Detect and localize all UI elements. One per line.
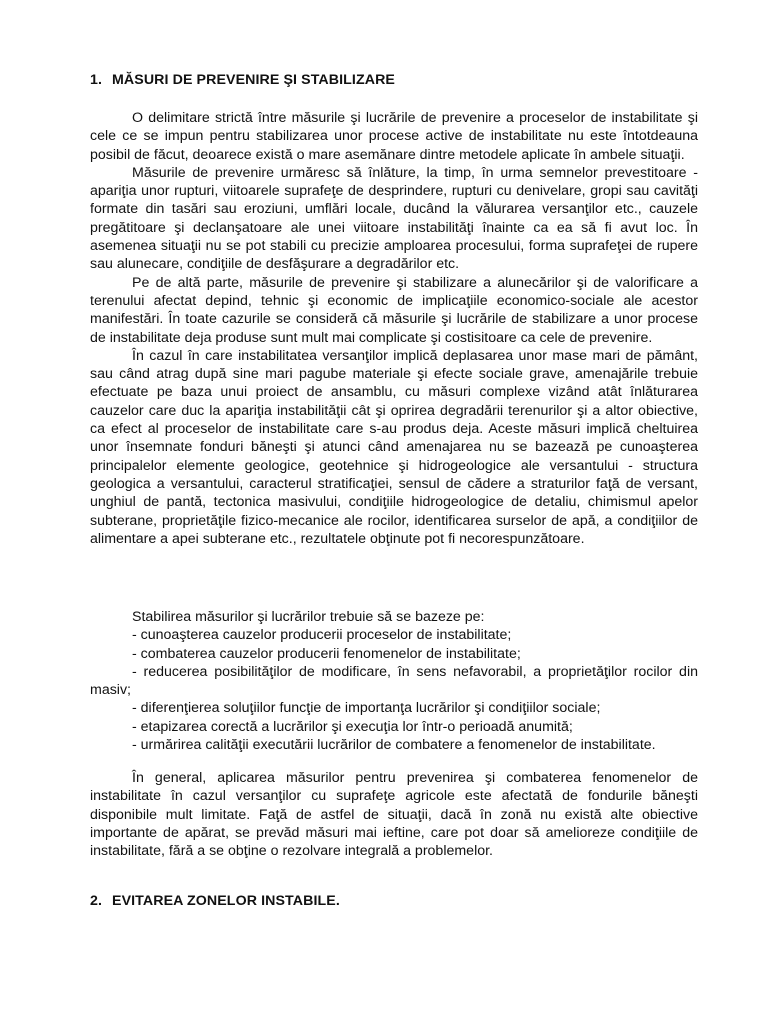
measures-list	[90, 608, 698, 754]
list-item: - combaterea cauzelor producerii fenomenelor de instabilitate;	[132, 645, 521, 662]
section-1-number: 1.	[90, 72, 103, 88]
section-2-heading	[90, 893, 340, 909]
paragraph-3: Pe de altă parte, măsurile de prevenire şi stabilizare a alunecărilor şi de valorificare a terenului afectat depind, tehnic şi economic de implicaţiile economico-sociale ale acestor manifestări. În toate cazurile se consideră că măsurile şi lucrările de stabilizare a unor procese de instabilitate deja produse sunt mult mai complicate şi costisitoare ca cele de prevenire.	[90, 274, 698, 346]
list-item: - reducerea posibilităţilor de modificare, în sens nefavorabil, a proprietăţilor rocilor din masiv;	[90, 663, 698, 699]
list-item: - urmărirea calităţii executării lucrărilor de combatere a fenomenelor de instabilitate.	[132, 737, 656, 754]
list-item: - diferenţierea soluţiilor funcţie de importanţa lucrărilor şi condiţiilor sociale;	[132, 700, 601, 717]
section-2-number: 2.	[90, 893, 103, 909]
paragraph-2: Măsurile de prevenire urmăresc să înlăture, la timp, în urma semnelor prevestitoare - apariţia unor rupturi, viitoarele suprafeţe de desprindere, rupturi cu denivelare, gropi sau cavităţi formate din tasări sau eroziuni, umflări locale, ducând la vălurarea versanţilor etc., cauzele pregătitoare şi declanşatoare ale unei viitoare instabilităţi înainte ca ea să fi avut loc. În asemenea situaţii nu se pot stabili cu precizie amploarea procesului, forma suprafeţei de rupere sau alunecare, condiţiile de desfăşurare a degradărilor etc.	[90, 164, 698, 273]
closing-paragraph: În general, aplicarea măsurilor pentru prevenirea şi combaterea fenomenelor de instabilitate în cazul versanţilor cu suprafeţe agricole este afectată de fondurile băneşti disponibile mult limitate. Faţă de astfel de situaţii, dacă în zonă nu există alte obiective importante de apărat, se prevăd măsuri mai ieftine, care pot doar să amelioreze condiţiile de instabilitate, fără a se obţine o rezolvare integrală a problemelor.	[90, 770, 698, 860]
closing-section	[90, 769, 698, 860]
section-2-title: EVITAREA ZONELOR INSTABILE.	[112, 893, 340, 909]
paragraph-4: În cazul în care instabilitatea versanţilor implică deplasarea unor mase mari de pământ, sau când atrag după sine mari pagube materiale şi efecte sociale grave, amenajările trebuie efectuate pe baza unui proiect de ansamblu, cu măsuri complexe vizând atât înlăturarea cauzelor care duc la apariţia instabilităţii cât şi oprirea degradării terenurilor şi a altor obiective, ca efect al proceselor de instabilitate care s-au produs deja. Aceste măsuri implică cheltuirea unor însemnate fonduri băneşti şi atunci când amenajarea nu se bazează pe cunoaşterea principalelor elemente geologice, geotehnice şi hidrogeologice ale versantului - structura geologica a versantului, caracterul stratificaţiei, sensul de cădere a straturilor faţă de versant, unghiul de pantă, tectonica masivului, condiţiile hidrogeologice de detaliu, chimismul apelor subterane, proprietăţile fizico-mecanice ale rocilor, identificarea surselor de apă, a condiţiilor de alimentare a apei subterane etc., rezultatele obţinute pot fi necorespunzătoare.	[90, 347, 698, 547]
list-item: - cunoaşterea cauzelor producerii proceselor de instabilitate;	[132, 627, 512, 644]
paragraph-1: O delimitare strictă între măsurile şi lucrările de prevenire a proceselor de instabilitate şi cele ce se impun pentru stabilizarea unor procese active de instabilitate nu este întotdeauna posibil de făcut, deoarece există o mare asemănare dintre metodele aplicate în ambele situaţii.	[90, 110, 698, 163]
list-item: - etapizarea corectă a lucrărilor şi execuţia lor într-o perioadă anumită;	[132, 718, 573, 735]
section-1-heading	[90, 72, 395, 88]
section-1-title: MĂSURI DE PREVENIRE ŞI STABILIZARE	[112, 72, 395, 88]
list-intro: Stabilirea măsurilor şi lucrărilor trebuie să se bazeze pe:	[132, 609, 485, 625]
section-1-body	[90, 109, 698, 548]
